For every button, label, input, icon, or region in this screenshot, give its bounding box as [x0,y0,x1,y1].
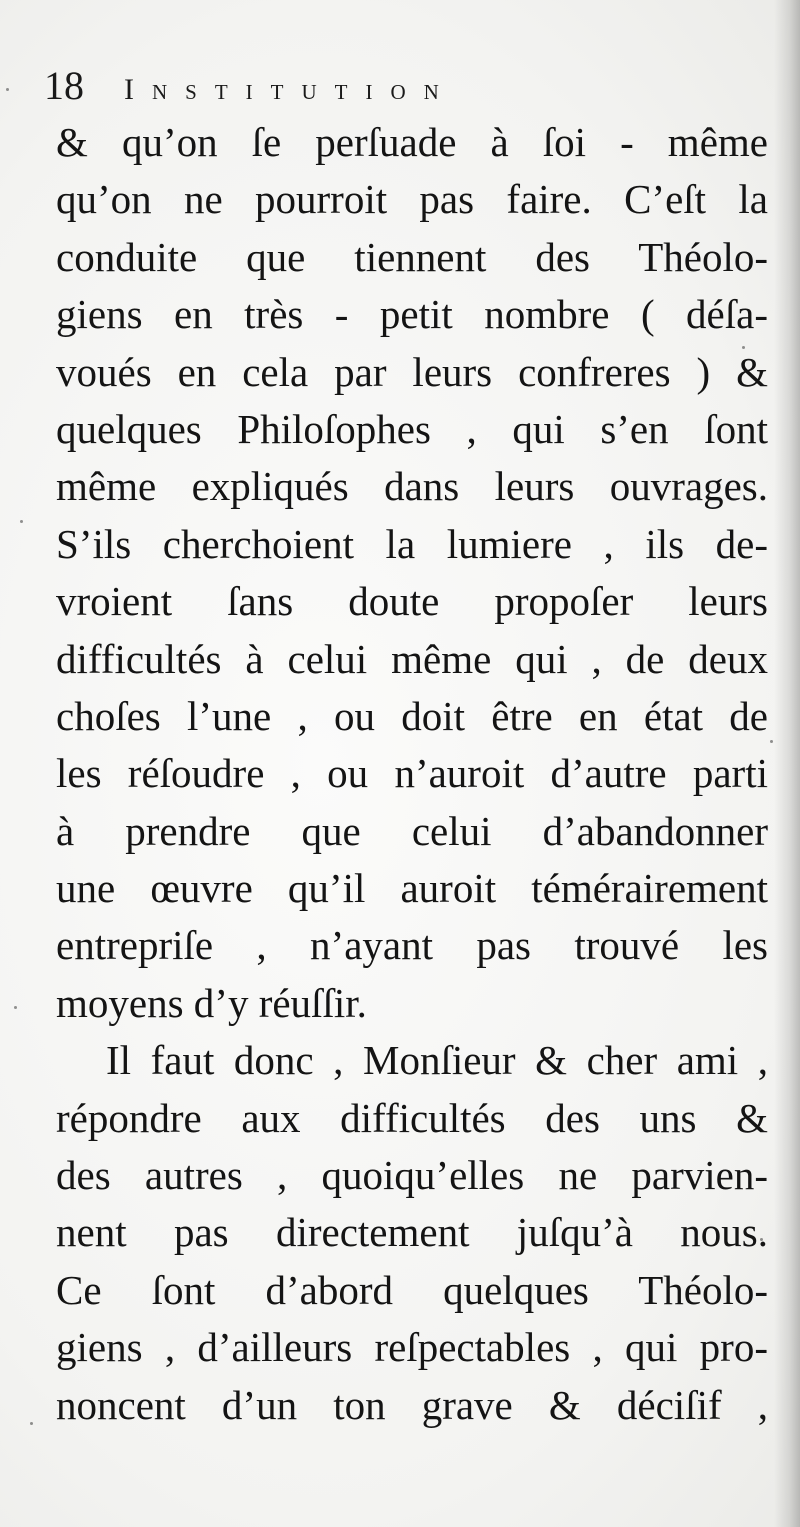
text-line: conduite que tiennent des Théolo- [56,233,768,280]
text-line: noncent d’un ton grave & déciſif , [56,1381,768,1428]
text-line: entrepriſe , n’ayant pas trouvé les [56,922,768,969]
text-line: qu’on ne pourroit pas faire. C’eſt la [56,176,768,223]
text-line: difficultés à celui même qui , de deux [56,635,768,682]
text-line: Il faut donc , Monſieur & cher ami , [106,1037,768,1084]
text-line: une œuvre qu’il auroit témérairement [56,865,768,912]
text-line: & qu’on ſe perſuade à ſoi - même [56,119,768,165]
running-title: Institution [124,73,457,106]
text-line: giens , d’ailleurs reſpectables , qui pro- [56,1324,768,1371]
text-line: à prendre que celui d’abandonner [56,807,768,854]
text-line: giens en très - petit nombre ( déſa- [56,291,768,338]
page-header [44,62,724,118]
text-line: quelques Philoſophes , qui s’en ſont [56,405,768,452]
text-line: moyens d’y réuſſir. [56,979,367,1026]
text-line: les réſoudre , ou n’auroit d’autre parti [56,750,768,797]
page-gutter-shadow [774,0,800,1527]
text-line: même expliqués dans leurs ouvrages. [56,463,768,510]
text-line: voués en cela par leurs confreres ) & [56,348,768,395]
text-line: des autres , quoiqu’elles ne parvien- [56,1152,768,1199]
text-line: nent pas directement juſqu’à nous. [56,1209,768,1256]
text-line: S’ils cherchoient la lumiere , ils de- [56,520,768,567]
text-line: choſes l’une , ou doit être en état de [56,692,768,739]
body-text [56,114,768,1434]
text-line: vroient ſans doute propoſer leurs [56,578,768,625]
page-number: 18 [44,63,84,108]
text-line: Ce ſont d’abord quelques Théolo- [56,1266,768,1313]
text-line: répondre aux difficultés des uns & [56,1094,768,1141]
